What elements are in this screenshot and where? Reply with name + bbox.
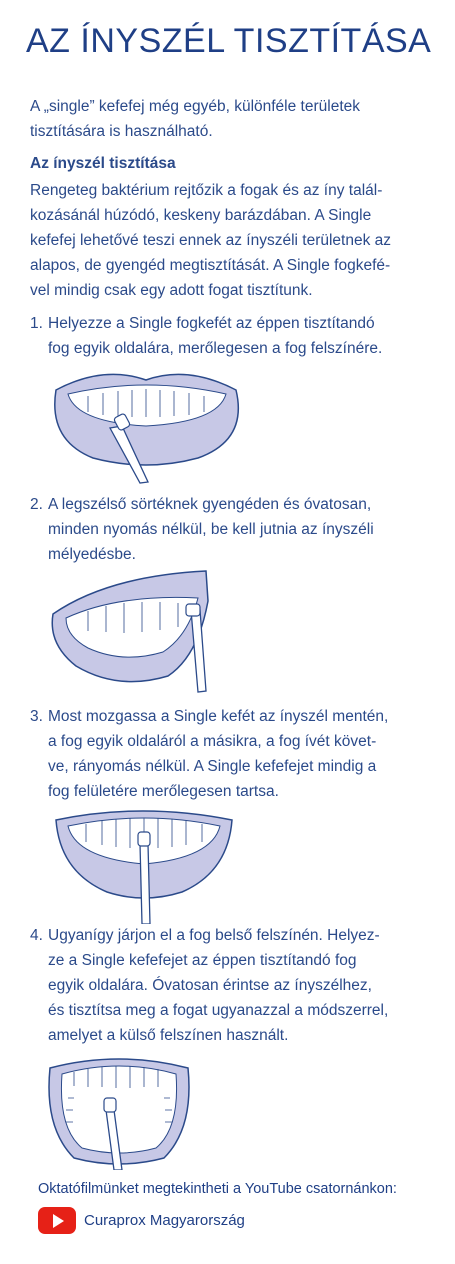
mouth-front-illustration-1 bbox=[48, 360, 243, 485]
section-paragraph: Rengeteg baktérium rejtőzik a fogak és az íny talál- kozásánál húzódó, keskeny barázdában. A Single kefefej lehetővé teszi ennek az ínyszéli területnek az alapos, de gyengéd megtisztítását. A Single fogkefé- vel mindig csak egy adott fogat tisztítunk. bbox=[30, 182, 392, 299]
page-title: AZ ÍNYSZÉL TISZTÍTÁSA bbox=[26, 22, 432, 60]
mouth-front-illustration-3 bbox=[52, 802, 237, 924]
step-4: 4. Ugyanígy járjon el a fog belső felszínén. Helyez- ze a Single kefefejet az éppen tisztítandó fog egyik oldalára. Óvatosan érintse az ínyszélhez, és tisztítsa meg a fogat ugyanazzal a módszerrel, amelyet a külső felszínen használt. bbox=[30, 923, 435, 1048]
youtube-channel-link[interactable] bbox=[38, 1207, 245, 1234]
youtube-icon bbox=[38, 1207, 76, 1234]
youtube-channel-label: Curaprox Magyarország bbox=[84, 1212, 245, 1229]
step-number: 3. bbox=[30, 708, 43, 725]
section-heading: Az ínyszél tisztítása bbox=[30, 155, 176, 172]
step-2: 2. A legszélső sörtéknek gyengéden és óvatosan, minden nyomás nélkül, be kell jutnia az ínyszéli mélyedésbe. bbox=[30, 492, 435, 567]
footer-text: Oktatófilmünket megtekintheti a YouTube csatornánkon: bbox=[38, 1181, 397, 1197]
step-1: 1. Helyezze a Single fogkefét az éppen tisztítandó fog egyik oldalára, merőlegesen a fog felszínére. bbox=[30, 311, 435, 361]
mouth-inside-illustration-4 bbox=[44, 1048, 194, 1170]
step-3: 3. Most mozgassa a Single kefét az ínyszél mentén, a fog egyik oldaláról a másikra, a fog ívét követ- ve, rányomás nélkül. A Single kefefejet mindig a fog felületére merőlegesen tartsa. bbox=[30, 704, 435, 804]
intro-paragraph: A „single” kefefej még egyéb, különféle területek tisztítására is használható. bbox=[30, 98, 360, 140]
mouth-side-illustration-2 bbox=[48, 566, 213, 694]
step-number: 4. bbox=[30, 927, 43, 944]
step-number: 1. bbox=[30, 315, 43, 332]
step-number: 2. bbox=[30, 496, 43, 513]
